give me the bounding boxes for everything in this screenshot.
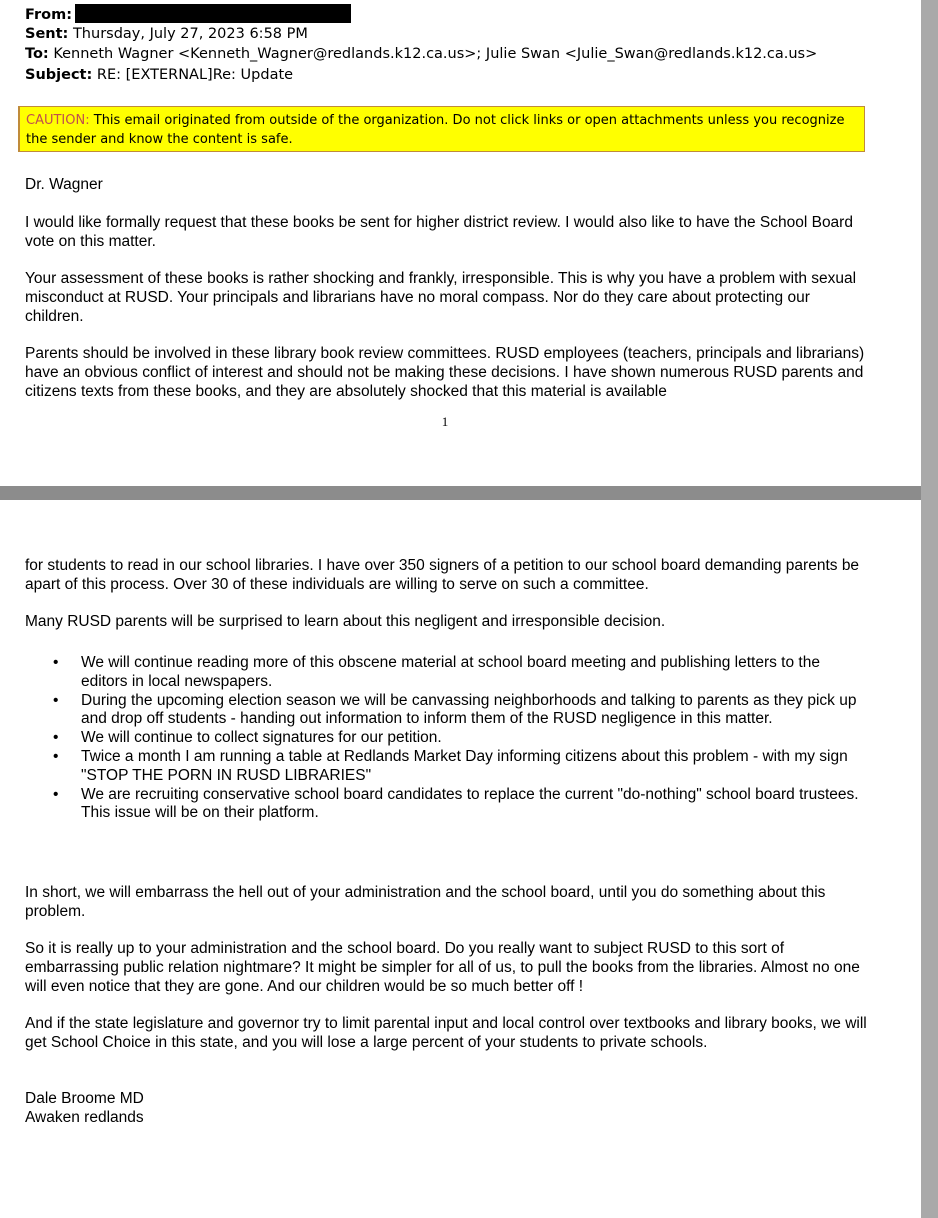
subject-label: Subject: — [25, 67, 93, 83]
signature-name: Dale Broome MD — [25, 1090, 144, 1107]
caution-text: This email originated from outside of the organization. Do not click links or open attachments unless you recognize the sender and know the content is safe. — [26, 113, 845, 147]
greeting: Dr. Wagner — [25, 176, 103, 193]
document-page-1 — [0, 0, 921, 486]
paragraph-6: So it is really up to your administration and the school board. Do you really want to subject RUSD to this sort of embarrassing public relation nightmare? It might be simpler for all of us, to pull the books from the libraries. Almost no one will even notice that they are gone. And our children would be so much better off ! — [25, 940, 860, 995]
sent-value: Thursday, July 27, 2023 6:58 PM — [72, 26, 308, 42]
caution-banner — [18, 106, 865, 152]
to-value: Kenneth Wagner <Kenneth_Wagner@redlands.k12.ca.us>; Julie Swan <Julie_Swan@redlands.k12.ca.us> — [53, 46, 818, 62]
paragraph-3-part-2: for students to read in our school libraries. I have over 350 signers of a petition to our school board demanding parents be apart of this process. Over 30 of these individuals are willing to serve on such a committee. — [25, 557, 860, 593]
from-label: From: — [25, 7, 72, 23]
to-label: To: — [25, 46, 49, 62]
from-line — [25, 4, 351, 25]
subject-line — [25, 65, 293, 85]
paragraph-7: And if the state legislature and governor try to limit parental input and local control over textbooks and library books, we will get School Choice in this state, and you will lose a large percent of your students to private schools. — [25, 1015, 867, 1051]
action-list — [25, 654, 870, 823]
sent-line — [25, 24, 308, 44]
list-item: • We are recruiting conservative school board candidates to replace the current "do-nothing" school board trustees. This issue will be on their platform. — [25, 786, 870, 824]
caution-label: CAUTION: — [26, 113, 90, 128]
paragraph-4: Many RUSD parents will be surprised to learn about this negligent and irresponsible decision. — [25, 613, 666, 630]
list-item: • We will continue reading more of this obscene material at school board meeting and publishing letters to the editors in local newspapers. — [25, 654, 870, 692]
signature-org: Awaken redlands — [25, 1109, 144, 1126]
paragraph-3-part-1: Parents should be involved in these library book review committees. RUSD employees (teachers, principals and librarians) have an obvious conflict of interest and should not be making these decisions. I have shown numerous RUSD parents and citizens texts from these books, and they are absolutely shocked that this material is available — [25, 345, 865, 400]
paragraph-5: In short, we will embarrass the hell out of your administration and the school board, until you do something about this problem. — [25, 884, 826, 920]
paragraph-1: I would like formally request that these books be sent for higher district review. I would also like to have the School Board vote on this matter. — [25, 214, 853, 250]
sent-label: Sent: — [25, 26, 69, 42]
list-item: • We will continue to collect signatures for our petition. — [25, 729, 870, 748]
subject-value: RE: [EXTERNAL]Re: Update — [96, 67, 294, 83]
redacted-sender — [75, 4, 351, 23]
to-line — [25, 44, 817, 64]
list-item: • Twice a month I am running a table at Redlands Market Day informing citizens about this problem - with my sign "STOP THE PORN IN RUSD LIBRARIES" — [25, 748, 870, 786]
paragraph-2: Your assessment of these books is rather shocking and frankly, irresponsible. This is why you have a problem with sexual misconduct at RUSD. Your principals and librarians have no moral compass. Nor do they care about protecting our children. — [25, 270, 857, 325]
viewer-scroll-rail[interactable] — [921, 0, 938, 1218]
page-separator — [0, 486, 921, 500]
page-number: 1 — [441, 414, 449, 429]
list-item: • During the upcoming election season we will be canvassing neighborhoods and talking to parents as they pick up and drop off students - handing out information to inform them of the RUSD negligence in this matter. — [25, 692, 870, 730]
